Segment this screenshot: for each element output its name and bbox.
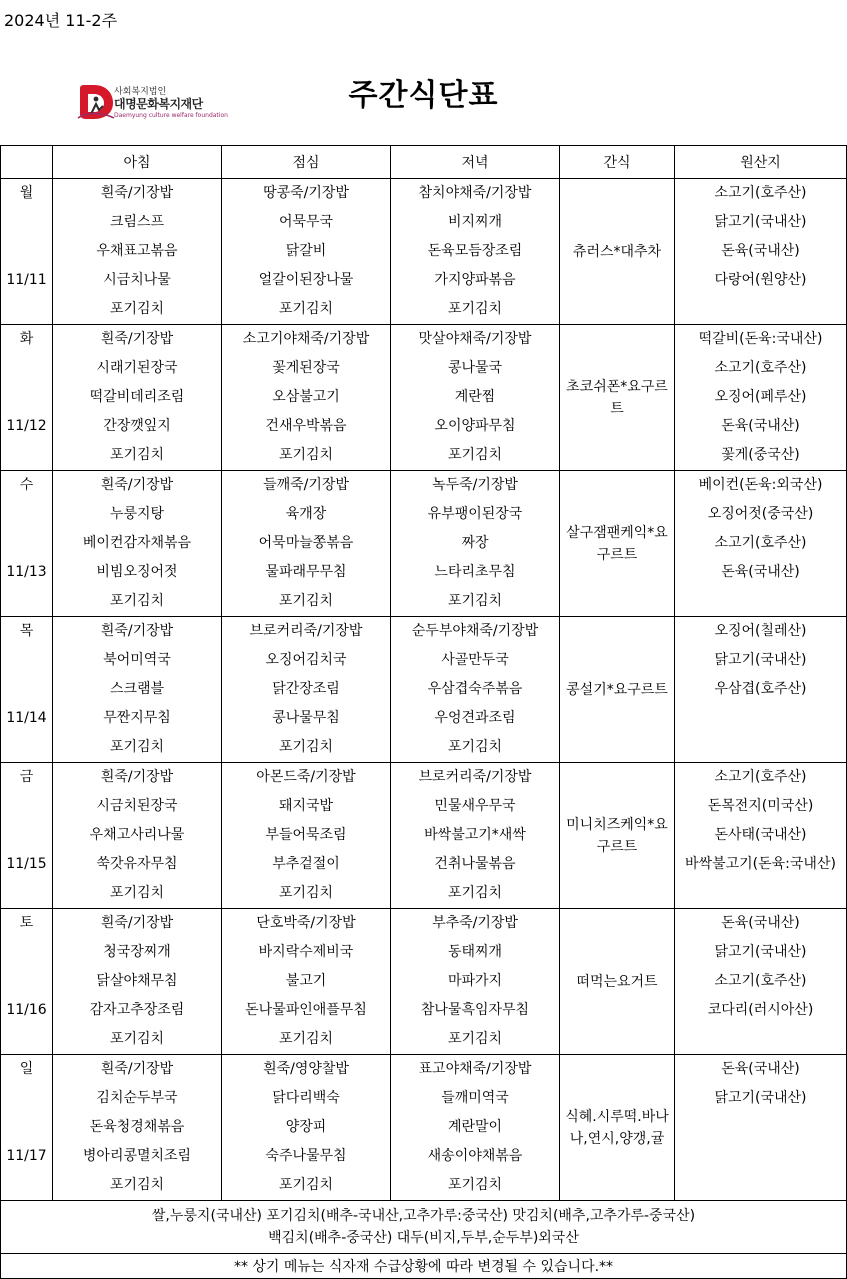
dinner-cell [391, 763, 560, 909]
breakfast-item: 감자고추장조림 [89, 1002, 185, 1018]
dinner-item: 우엉견과조림 [434, 710, 516, 726]
dinner-cell [391, 179, 560, 325]
lunch-item: 닭갈비 [285, 243, 327, 259]
origin-item: 소고기(호주산) [714, 973, 807, 989]
dinner-cell [391, 1055, 560, 1201]
lunch-cell [222, 909, 391, 1055]
day-cell [1, 325, 53, 471]
origin-footer-line-1: 쌀,누룽지(국내산) 포기김치(배추-국내산,고추가루:중국산) 맛김치(배추,고추가루-중국산) [151, 1208, 696, 1224]
dinner-item: 맛살야채죽/기장밥 [418, 331, 532, 347]
origin-item: 닭고기(국내산) [714, 214, 807, 230]
origin-item: 돈육(국내산) [721, 915, 800, 931]
breakfast-item: 떡갈비데리조림 [89, 389, 185, 405]
notice-row [1, 1254, 847, 1279]
lunch-item: 포기김치 [278, 593, 334, 609]
lunch-cell [222, 617, 391, 763]
lunch-item: 어묵마늘쫑볶음 [258, 535, 354, 551]
dinner-item: 가지양파볶음 [434, 272, 516, 288]
snack-cell: 떠먹는요거트 [560, 909, 675, 1055]
origin-cell [675, 763, 847, 909]
origin-cell [675, 617, 847, 763]
origin-item: 오징어(칠레산) [714, 623, 807, 639]
lunch-item: 닭간장조림 [272, 681, 340, 697]
day-date: 11/14 [6, 710, 47, 726]
day-row [1, 909, 847, 1055]
origin-cell [675, 471, 847, 617]
day-row [1, 325, 847, 471]
breakfast-item: 흰죽/기장밥 [100, 185, 174, 201]
dinner-item: 새송이야채볶음 [427, 1148, 523, 1164]
dinner-item: 표고야채죽/기장밥 [418, 1061, 532, 1077]
lunch-cell [222, 325, 391, 471]
origin-footer-line-2: 백김치(배추-중국산) 대두(비지,두부,순두부)외국산 [268, 1230, 579, 1246]
lunch-item: 부들어묵조림 [265, 827, 347, 843]
logo-english: Daemyung culture welfare foundation [114, 112, 228, 119]
breakfast-cell [53, 179, 222, 325]
breakfast-item: 흰죽/기장밥 [100, 623, 174, 639]
breakfast-item: 누룽지탕 [109, 506, 165, 522]
day-date: 11/12 [6, 418, 47, 434]
day-row [1, 617, 847, 763]
header-dinner: 저녁 [391, 146, 560, 179]
page-title: 주간식단표 [348, 78, 499, 113]
origin-cell [675, 1055, 847, 1201]
table-header-row [1, 146, 847, 179]
dinner-item: 부추죽/기장밥 [432, 915, 518, 931]
weekly-menu-table [0, 145, 847, 1279]
day-name: 화 [19, 331, 34, 347]
breakfast-item: 청국장찌개 [103, 944, 171, 960]
lunch-item: 흰죽/영양찰밥 [263, 1061, 349, 1077]
breakfast-item: 김치순두부국 [96, 1090, 178, 1106]
lunch-item: 포기김치 [278, 885, 334, 901]
document-header [0, 0, 847, 145]
breakfast-item: 포기김치 [109, 1031, 165, 1047]
lunch-item: 포기김치 [278, 739, 334, 755]
day-name: 토 [19, 915, 34, 931]
dinner-item: 순두부야채죽/기장밥 [411, 623, 539, 639]
breakfast-item: 시금치나물 [103, 272, 171, 288]
origin-item: 오징어(페루산) [714, 389, 807, 405]
lunch-item: 양장피 [285, 1119, 327, 1135]
snack-cell: 콩설기*요구르트 [560, 617, 675, 763]
breakfast-item: 흰죽/기장밥 [100, 331, 174, 347]
dinner-item: 계란말이 [447, 1119, 503, 1135]
lunch-item: 불고기 [285, 973, 327, 989]
lunch-item: 부추겉절이 [272, 856, 340, 872]
day-cell [1, 617, 53, 763]
breakfast-item: 무짠지무침 [103, 710, 171, 726]
dinner-item: 오이양파무침 [434, 418, 516, 434]
dinner-item: 브로커리죽/기장밥 [418, 769, 532, 785]
breakfast-item: 흰죽/기장밥 [100, 915, 174, 931]
breakfast-cell [53, 471, 222, 617]
day-cell [1, 1055, 53, 1201]
header-origin: 원산지 [675, 146, 847, 179]
origin-item: 돈육(국내산) [721, 418, 800, 434]
lunch-item: 포기김치 [278, 301, 334, 317]
origin-item: 소고기(호주산) [714, 360, 807, 376]
lunch-item: 물파래무무침 [265, 564, 347, 580]
lunch-item: 아몬드죽/기장밥 [256, 769, 356, 785]
origin-item: 다랑어(원양산) [714, 272, 807, 288]
lunch-cell [222, 763, 391, 909]
menu-body [1, 179, 847, 1201]
logo-name: 대명문화복지재단 [114, 97, 203, 111]
day-date: 11/15 [6, 856, 47, 872]
snack-cell: 식혜.시루떡.바나나,연시,양갱,귤 [560, 1055, 675, 1201]
lunch-item: 어묵무국 [278, 214, 334, 230]
dinner-item: 돈육모듬장조림 [427, 243, 523, 259]
breakfast-item: 베이컨감자채볶음 [82, 535, 192, 551]
breakfast-item: 스크램블 [109, 681, 165, 697]
breakfast-item: 포기김치 [109, 1177, 165, 1193]
day-row [1, 1055, 847, 1201]
dinner-item: 유부팽이된장국 [427, 506, 523, 522]
dinner-item: 민물새우무국 [434, 798, 516, 814]
breakfast-item: 크림스프 [109, 214, 165, 230]
breakfast-item: 돈육청경채볶음 [89, 1119, 185, 1135]
lunch-item: 바지락수제비국 [258, 944, 354, 960]
dinner-item: 동태찌개 [447, 944, 503, 960]
snack-cell: 초코쉬폰*요구르트 [560, 325, 675, 471]
origin-item: 꽃게(중국산) [721, 447, 800, 463]
lunch-item: 꽃게된장국 [272, 360, 340, 376]
origin-item: 닭고기(국내산) [714, 944, 807, 960]
lunch-item: 숙주나물무침 [265, 1148, 347, 1164]
origin-item: 소고기(호주산) [714, 769, 807, 785]
day-cell [1, 763, 53, 909]
day-date: 11/16 [6, 1002, 47, 1018]
origin-cell [675, 325, 847, 471]
dinner-item: 포기김치 [447, 301, 503, 317]
snack-cell: 미니치즈케익*요구르트 [560, 763, 675, 909]
day-cell [1, 179, 53, 325]
dinner-item: 포기김치 [447, 739, 503, 755]
day-row [1, 179, 847, 325]
snack-cell: 살구잼팬케익*요구르트 [560, 471, 675, 617]
origin-cell [675, 909, 847, 1055]
breakfast-item: 시래기된장국 [96, 360, 178, 376]
week-label: 2024년 11-2주 [4, 11, 118, 30]
header-breakfast: 아침 [53, 146, 222, 179]
lunch-item: 얼갈이된장나물 [258, 272, 354, 288]
dinner-item: 녹두죽/기장밥 [432, 477, 518, 493]
lunch-item: 들깨죽/기장밥 [263, 477, 349, 493]
origin-footer [1, 1201, 847, 1254]
lunch-item: 브로커리죽/기장밥 [249, 623, 363, 639]
lunch-item: 소고기야채죽/기장밥 [242, 331, 370, 347]
breakfast-item: 흰죽/기장밥 [100, 1061, 174, 1077]
breakfast-item: 포기김치 [109, 593, 165, 609]
origin-item: 베이컨(돈육:외국산) [698, 477, 823, 493]
origin-item: 떡갈비(돈육:국내산) [698, 331, 823, 347]
breakfast-item: 병아리콩멸치조림 [82, 1148, 192, 1164]
lunch-item: 돼지국밥 [278, 798, 334, 814]
lunch-cell [222, 179, 391, 325]
dinner-item: 우삼겹숙주볶음 [427, 681, 523, 697]
origin-cell [675, 179, 847, 325]
breakfast-cell [53, 909, 222, 1055]
breakfast-item: 포기김치 [109, 885, 165, 901]
breakfast-item: 시금치된장국 [96, 798, 178, 814]
notice-text: ** 상기 메뉴는 식자재 수급상황에 따라 변경될 수 있습니다.** [1, 1254, 847, 1279]
dinner-item: 참치야채죽/기장밥 [418, 185, 532, 201]
dinner-item: 느타리초무침 [434, 564, 516, 580]
dinner-cell [391, 325, 560, 471]
day-date: 11/13 [6, 564, 47, 580]
snack-cell: 츄러스*대추차 [560, 179, 675, 325]
origin-item: 바싹불고기(돈육:국내산) [685, 856, 836, 872]
day-row [1, 471, 847, 617]
dinner-item: 콩나물국 [447, 360, 503, 376]
lunch-item: 오삼불고기 [272, 389, 340, 405]
day-name: 월 [19, 185, 34, 201]
day-name: 목 [19, 623, 34, 639]
lunch-item: 포기김치 [278, 447, 334, 463]
breakfast-item: 비빔오징어젓 [96, 564, 178, 580]
dinner-item: 포기김치 [447, 1177, 503, 1193]
dinner-item: 포기김치 [447, 447, 503, 463]
breakfast-cell [53, 617, 222, 763]
breakfast-item: 포기김치 [109, 739, 165, 755]
dinner-item: 바싹불고기*새싹 [424, 827, 526, 843]
dinner-item: 참나물흑임자무침 [420, 1002, 530, 1018]
dinner-item: 포기김치 [447, 593, 503, 609]
lunch-item: 육개장 [285, 506, 327, 522]
logo-subtitle: 사회복지법인 [114, 87, 167, 97]
lunch-item: 단호박죽/기장밥 [256, 915, 356, 931]
dinner-item: 포기김치 [447, 885, 503, 901]
dinner-item: 짜장 [461, 535, 489, 551]
origin-item: 돈육(국내산) [721, 564, 800, 580]
dinner-cell [391, 617, 560, 763]
day-cell [1, 471, 53, 617]
origin-item: 우삼겹(호주산) [714, 681, 807, 697]
day-cell [1, 909, 53, 1055]
breakfast-item: 흰죽/기장밥 [100, 477, 174, 493]
dinner-item: 계란찜 [454, 389, 496, 405]
origin-item: 돈육(국내산) [721, 243, 800, 259]
day-date: 11/11 [6, 272, 47, 288]
origin-item: 돈사태(국내산) [714, 827, 807, 843]
breakfast-cell [53, 325, 222, 471]
dinner-item: 비지찌개 [447, 214, 503, 230]
breakfast-item: 북어미역국 [103, 652, 171, 668]
origin-item: 닭고기(국내산) [714, 652, 807, 668]
breakfast-item: 포기김치 [109, 301, 165, 317]
dinner-item: 포기김치 [447, 1031, 503, 1047]
breakfast-item: 닭살야채무침 [96, 973, 178, 989]
origin-item: 소고기(호주산) [714, 535, 807, 551]
day-row [1, 763, 847, 909]
breakfast-item: 쑥갓유자무침 [96, 856, 178, 872]
lunch-item: 건새우박볶음 [265, 418, 347, 434]
dinner-item: 사골만두국 [441, 652, 509, 668]
day-name: 일 [19, 1061, 34, 1077]
breakfast-cell [53, 1055, 222, 1201]
dinner-item: 건취나물볶음 [434, 856, 516, 872]
origin-item: 소고기(호주산) [714, 185, 807, 201]
origin-item: 닭고기(국내산) [714, 1090, 807, 1106]
lunch-item: 오징어김치국 [265, 652, 347, 668]
breakfast-item: 간장깻잎지 [103, 418, 171, 434]
lunch-cell [222, 1055, 391, 1201]
header-day [1, 146, 53, 179]
breakfast-item: 흰죽/기장밥 [100, 769, 174, 785]
day-name: 수 [19, 477, 34, 493]
dinner-cell [391, 471, 560, 617]
lunch-item: 돈나물파인애플무침 [245, 1002, 367, 1018]
dinner-item: 들깨미역국 [441, 1090, 509, 1106]
origin-item: 오징어젓(중국산) [707, 506, 814, 522]
dinner-item: 마파가지 [447, 973, 503, 989]
lunch-item: 포기김치 [278, 1177, 334, 1193]
breakfast-item: 포기김치 [109, 447, 165, 463]
day-name: 금 [19, 769, 34, 785]
dinner-cell [391, 909, 560, 1055]
lunch-item: 콩나물무침 [272, 710, 340, 726]
breakfast-item: 우채표고볶음 [96, 243, 178, 259]
header-lunch: 점심 [222, 146, 391, 179]
origin-item: 돈육(국내산) [721, 1061, 800, 1077]
lunch-item: 닭다리백숙 [272, 1090, 340, 1106]
origin-item: 코다리(러시아산) [707, 1002, 814, 1018]
breakfast-item: 우채고사리나물 [89, 827, 185, 843]
origin-item: 돈목전지(미국산) [707, 798, 814, 814]
lunch-item: 땅콩죽/기장밥 [263, 185, 349, 201]
header-snack: 간식 [560, 146, 675, 179]
lunch-item: 포기김치 [278, 1031, 334, 1047]
origin-footer-row [1, 1201, 847, 1254]
breakfast-cell [53, 763, 222, 909]
lunch-cell [222, 471, 391, 617]
day-date: 11/17 [6, 1148, 47, 1164]
